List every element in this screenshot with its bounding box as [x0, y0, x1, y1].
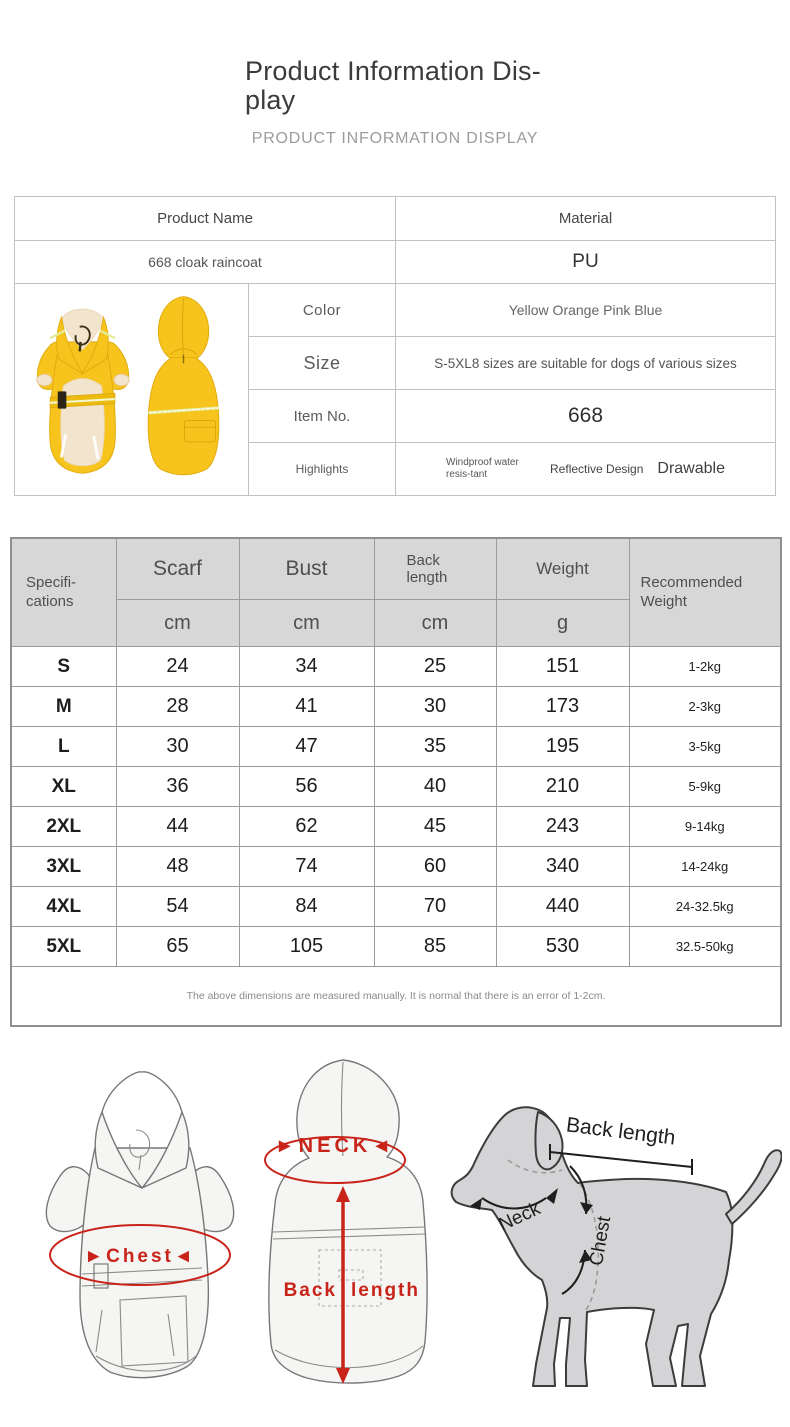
cell-weight: 440 [496, 887, 629, 927]
color-value: Yellow Orange Pink Blue [396, 284, 776, 337]
page-subtitle: PRODUCT INFORMATION DISPLAY [251, 130, 539, 147]
arrow-right-icon: ► [274, 1135, 299, 1157]
size-chart-table [10, 537, 782, 1027]
cell-size: 4XL [11, 887, 116, 927]
spec-line2: cations [26, 592, 74, 610]
length-word-label: length [351, 1280, 420, 1301]
cell-rec: 24-32.5kg [629, 887, 781, 927]
col-header-back-length [374, 538, 496, 600]
cell-bust: 84 [239, 887, 374, 927]
dog-back-length-label: Back length [564, 1113, 677, 1150]
cell-bust: 62 [239, 807, 374, 847]
rec-line1: Recommended [640, 573, 743, 591]
note-row [11, 967, 781, 1027]
cell-size: 3XL [11, 847, 116, 887]
cell-weight: 195 [496, 727, 629, 767]
cell-weight: 173 [496, 687, 629, 727]
col-header-specifications [11, 538, 116, 647]
product-info-table [14, 196, 776, 496]
cell-weight: 340 [496, 847, 629, 887]
cell-scarf: 44 [116, 807, 239, 847]
product-name-header: Product Name [15, 197, 396, 241]
cell-back: 25 [374, 647, 496, 687]
cell-bust: 41 [239, 687, 374, 727]
size-row-2XL [11, 807, 781, 847]
highlight-drawable: Drawable [657, 460, 725, 477]
dog-ear [535, 1112, 562, 1169]
cell-scarf: 30 [116, 727, 239, 767]
arrow-left-icon: ◄ [371, 1135, 396, 1157]
size-row-XL [11, 767, 781, 807]
highlight-reflective: Reflective Design [550, 462, 644, 476]
highlights-label: Highlights [249, 443, 396, 496]
cell-bust: 105 [239, 927, 374, 967]
spec-line1: Specifi- [26, 573, 77, 591]
unit-bust: cm [239, 600, 374, 647]
cell-weight: 151 [496, 647, 629, 687]
col-header-weight: Weight [496, 538, 629, 600]
item-no-label: Item No. [249, 390, 396, 443]
product-name-value: 668 cloak raincoat [15, 241, 396, 284]
cell-bust: 74 [239, 847, 374, 887]
cell-back: 30 [374, 687, 496, 727]
cell-rec: 1-2kg [629, 647, 781, 687]
col-header-bust: Bust [239, 538, 374, 600]
cell-back: 85 [374, 927, 496, 967]
cell-back: 60 [374, 847, 496, 887]
cell-size: M [11, 687, 116, 727]
back-word-label: Back [283, 1280, 337, 1301]
dog-tail [726, 1150, 782, 1224]
material-header: Material [396, 197, 776, 241]
measurement-note: The above dimensions are measured manually. It is normal that there is an error of 1-2cm. [11, 967, 781, 1027]
cell-back: 45 [374, 807, 496, 847]
cell-bust: 56 [239, 767, 374, 807]
product-photos [15, 284, 249, 496]
cell-back: 35 [374, 727, 496, 767]
cell-rec: 32.5-50kg [629, 927, 781, 967]
page-title-line1: Product Information Dis- [245, 56, 541, 86]
size-row-M [11, 687, 781, 727]
size-row-5XL [11, 927, 781, 967]
front-sketch-diagram [40, 1056, 245, 1394]
size-label: Size [249, 337, 396, 390]
neck-label: NECK [298, 1135, 372, 1157]
cell-bust: 34 [239, 647, 374, 687]
cell-rec: 9-14kg [629, 807, 781, 847]
color-label: Color [249, 284, 396, 337]
cell-weight: 530 [496, 927, 629, 967]
cell-size: L [11, 727, 116, 767]
unit-weight: g [496, 600, 629, 647]
cell-scarf: 36 [116, 767, 239, 807]
unit-back: cm [374, 600, 496, 647]
cell-size: 2XL [11, 807, 116, 847]
page-title-line2: play [245, 85, 296, 115]
cell-scarf: 54 [116, 887, 239, 927]
cell-size: S [11, 647, 116, 687]
cell-scarf: 24 [116, 647, 239, 687]
dog-measurement-diagram [430, 1072, 782, 1397]
back-line2: length [406, 569, 448, 586]
chest-label: Chest [106, 1246, 174, 1267]
cell-size: XL [11, 767, 116, 807]
dog-chest-label: Chest [585, 1214, 616, 1268]
col-header-recommended-weight [629, 538, 781, 647]
back-sketch-neck-annotation [275, 1135, 395, 1157]
unit-scarf: cm [116, 600, 239, 647]
page-title [245, 57, 545, 115]
col-header-scarf: Scarf [116, 538, 239, 600]
size-value: S-5XL8 sizes are suitable for dogs of various sizes [396, 337, 776, 390]
highlights-value [396, 443, 776, 496]
size-row-4XL [11, 887, 781, 927]
cell-scarf: 48 [116, 847, 239, 887]
cell-scarf: 28 [116, 687, 239, 727]
arrow-left-icon: ◄ [173, 1246, 196, 1267]
cell-back: 40 [374, 767, 496, 807]
cell-rec: 5-9kg [629, 767, 781, 807]
rec-line2: Weight [640, 592, 687, 610]
material-value: PU [396, 241, 776, 284]
cell-rec: 14-24kg [629, 847, 781, 887]
front-sketch-chest-annotation [84, 1246, 195, 1267]
cell-bust: 47 [239, 727, 374, 767]
arrow-right-icon: ► [84, 1246, 107, 1267]
size-row-L [11, 727, 781, 767]
cell-rec: 2-3kg [629, 687, 781, 727]
item-no-value: 668 [396, 390, 776, 443]
back-line1: Back [406, 551, 440, 569]
cell-weight: 210 [496, 767, 629, 807]
back-sketch-diagram [243, 1050, 458, 1398]
cell-back: 70 [374, 887, 496, 927]
raincoat-back-photo [138, 290, 230, 490]
raincoat-front-photo [33, 290, 133, 490]
cell-size: 5XL [11, 927, 116, 967]
highlight-windproof: Windproof water resis-tant [446, 456, 519, 480]
cell-scarf: 65 [116, 927, 239, 967]
cell-rec: 3-5kg [629, 727, 781, 767]
size-row-S [11, 647, 781, 687]
cell-weight: 243 [496, 807, 629, 847]
size-row-3XL [11, 847, 781, 887]
dog-neck-label: Neck [495, 1198, 544, 1236]
